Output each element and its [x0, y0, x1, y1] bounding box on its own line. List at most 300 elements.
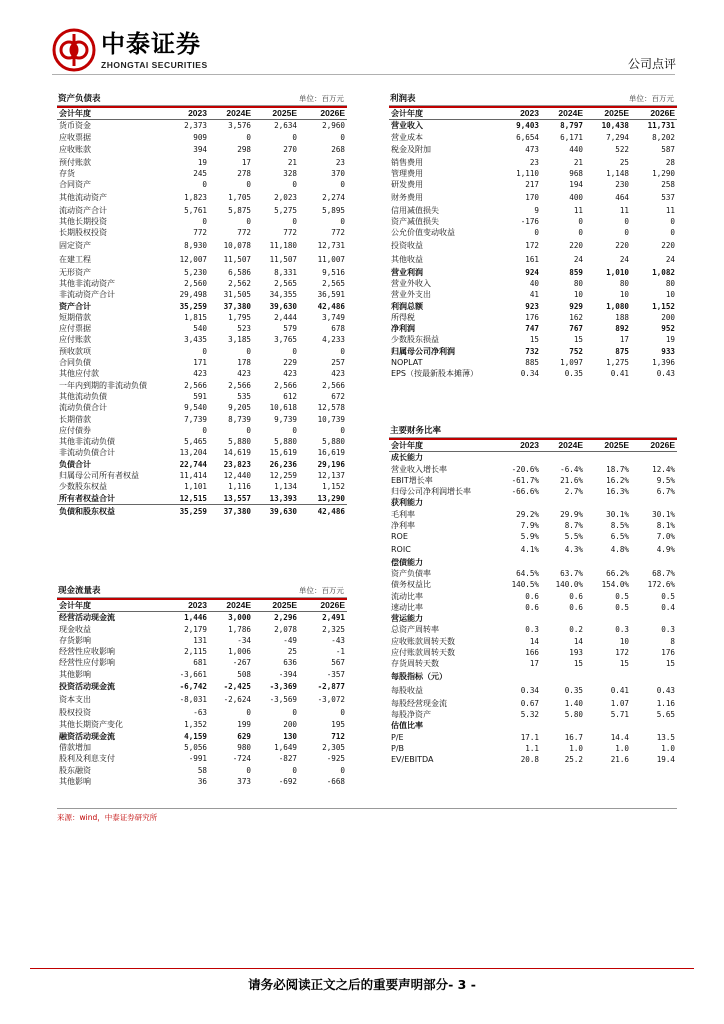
cell-value: 35,259: [159, 504, 209, 518]
table-row: [57, 191, 347, 205]
cell-value: 522: [615, 145, 629, 155]
header-divider: [52, 74, 675, 75]
table-row: [389, 227, 677, 238]
cell-value: 16.7: [564, 732, 583, 742]
cell-value: 0.35: [564, 685, 583, 695]
cell-value: 12,731: [317, 241, 345, 251]
cash-flow-unit: 单位：百万元: [299, 586, 344, 595]
cell-value: -3,072: [317, 695, 345, 705]
cell-value: 161: [525, 255, 539, 265]
row-label: P/E: [391, 732, 404, 742]
year-header: 2023: [159, 108, 209, 120]
cell-value: 2,566: [274, 380, 297, 390]
cell-value: 2,562: [228, 278, 251, 288]
year-header: 2025E: [253, 600, 299, 612]
cell-value: 4,233: [322, 335, 345, 345]
cell-value: 923: [525, 301, 539, 311]
row-label: 投资活动现金流: [59, 682, 115, 692]
cell-value: [541, 497, 585, 508]
cell-value: 672: [331, 391, 345, 401]
cell-value: 0: [246, 346, 251, 356]
cell-value: 535: [237, 391, 251, 401]
cell-value: 8,202: [652, 132, 675, 142]
table-row: [389, 636, 677, 647]
cell-value: 12,515: [179, 493, 207, 503]
cell-value: 8: [670, 636, 675, 646]
cell-value: [631, 613, 677, 624]
cell-value: 0: [246, 132, 251, 142]
zhongtai-logo-icon: [52, 28, 96, 72]
year-header: 2026E: [299, 600, 347, 612]
cell-value: 892: [615, 324, 629, 334]
cell-value: 1,705: [228, 193, 251, 203]
cell-value: 29,196: [317, 459, 345, 469]
row-label: 税金及附加: [391, 145, 431, 155]
row-label: 归属母公司所有者权益: [59, 471, 139, 481]
row-label: 信用减值损失: [391, 205, 439, 215]
row-label: 长期股权投资: [59, 228, 107, 238]
cell-value: 37,380: [223, 301, 251, 311]
table-row: [57, 753, 347, 764]
cell-value: 19: [197, 157, 207, 167]
row-label: 其他非流动资产: [59, 278, 115, 288]
cell-value: 35,259: [179, 301, 207, 311]
cell-value: 13,557: [223, 493, 251, 503]
cell-value: 0: [578, 228, 583, 238]
row-label: 其他收益: [391, 255, 423, 265]
cell-value: 0.6: [569, 602, 583, 612]
cell-value: 220: [661, 241, 675, 251]
cell-value: 2,491: [322, 613, 345, 623]
cell-value: 194: [569, 180, 583, 190]
row-label: 资产合计: [59, 301, 91, 311]
cell-value: 15: [529, 335, 539, 345]
cell-value: 14.4: [610, 732, 629, 742]
cell-value: 523: [237, 324, 251, 334]
table-row: [57, 157, 347, 168]
cell-value: 2,566: [322, 380, 345, 390]
table-row: [57, 459, 347, 470]
table-row: [57, 205, 347, 216]
table-row: [57, 253, 347, 267]
cell-value: 18.7%: [606, 464, 629, 474]
ratio-title: 主要财务比率: [390, 426, 442, 436]
row-label: 研发费用: [391, 180, 423, 190]
table-row: [389, 216, 677, 227]
cell-value: 19.4: [656, 755, 675, 765]
cell-value: [497, 613, 541, 624]
row-label: 经营性应付影响: [59, 658, 115, 668]
cell-value: 587: [661, 145, 675, 155]
cell-value: 298: [237, 145, 251, 155]
cell-value: 752: [569, 346, 583, 356]
cell-value: [631, 720, 677, 731]
cell-value: 11,507: [223, 255, 251, 265]
cell-value: 9,739: [274, 414, 297, 424]
header-label: 会计年度: [389, 108, 497, 120]
cell-value: 17: [241, 157, 251, 167]
cell-value: 5.80: [564, 709, 583, 719]
row-label: 资产减值损失: [391, 217, 439, 227]
cell-value: 21: [287, 157, 297, 167]
panel-title-bar: [57, 584, 347, 598]
row-label: 负债和股东权益: [57, 504, 159, 518]
balance-sheet-title: 资产负债表: [58, 94, 101, 104]
cell-value: 4.3%: [564, 545, 583, 555]
row-label: EBIT增长率: [391, 475, 433, 485]
table-row: [389, 497, 677, 508]
table-row: [389, 743, 677, 754]
cell-value: 34,355: [269, 290, 297, 300]
cell-value: 924: [525, 267, 539, 277]
year-header: 2023: [497, 108, 541, 120]
row-label: 长期借款: [59, 414, 91, 424]
row-label: 应付账款周转天数: [391, 648, 455, 658]
cell-value: 195: [331, 720, 345, 730]
row-label: P/B: [391, 743, 405, 753]
cell-value: 0.43: [656, 685, 675, 695]
cell-value: 2,560: [184, 278, 207, 288]
cell-value: 39,630: [253, 504, 299, 518]
cell-value: -20.6%: [511, 464, 539, 474]
cell-value: 2,373: [184, 121, 207, 131]
cell-value: 5.9%: [520, 532, 539, 542]
year-header: 2026E: [631, 440, 677, 452]
cell-value: 5.65: [656, 709, 675, 719]
cell-value: -3,569: [269, 695, 297, 705]
cell-value: 41: [529, 290, 539, 300]
row-label: 投资收益: [391, 241, 423, 251]
row-label: 合同负债: [59, 358, 91, 368]
table-row: [57, 624, 347, 635]
cell-value: 0.6: [569, 591, 583, 601]
cell-value: 7,294: [606, 132, 629, 142]
cell-value: 11,507: [269, 255, 297, 265]
row-label: 少数股东权益: [59, 482, 107, 492]
table-row: [389, 312, 677, 323]
row-label: 应付账款: [59, 335, 91, 345]
cell-value: 10: [619, 290, 629, 300]
cell-value: [541, 557, 585, 568]
table-row: [57, 179, 347, 190]
cell-value: -49: [283, 635, 297, 645]
cell-value: 423: [283, 369, 297, 379]
cell-value: 220: [569, 241, 583, 251]
table-row: [57, 669, 347, 680]
row-label: 每股收益: [391, 685, 423, 695]
cell-value: 1.0: [615, 743, 629, 753]
cell-value: 36,591: [317, 290, 345, 300]
cell-value: 15,619: [269, 448, 297, 458]
cell-value: 2,325: [322, 624, 345, 634]
table-row: [389, 368, 677, 379]
table-row: [389, 157, 677, 168]
year-header: 2026E: [299, 108, 347, 120]
cell-value: 26,236: [269, 459, 297, 469]
income-statement-title: 利润表: [390, 94, 416, 104]
cell-value: 1.1: [525, 743, 539, 753]
panel-title-bar: [389, 92, 677, 106]
row-label: 应付债券: [59, 425, 91, 435]
cell-value: 42,486: [299, 504, 347, 518]
table-row: [389, 168, 677, 179]
cell-value: -176: [520, 217, 539, 227]
cell-value: 0: [246, 180, 251, 190]
cell-value: 772: [331, 228, 345, 238]
cell-value: [631, 670, 677, 684]
cell-value: 1,815: [184, 312, 207, 322]
table-row: [57, 143, 347, 157]
cell-value: 10,618: [269, 403, 297, 413]
row-label: 少数股东损益: [391, 335, 439, 345]
row-label: 债务权益比: [391, 580, 431, 590]
table-row: [57, 132, 347, 143]
cell-value: 25.2: [564, 755, 583, 765]
balance-sheet-panel: [57, 92, 347, 518]
cell-value: 3,749: [322, 312, 345, 322]
cell-value: [585, 613, 631, 624]
cell-value: 1,352: [184, 720, 207, 730]
cell-value: 3,576: [228, 121, 251, 131]
cell-value: 25: [619, 157, 629, 167]
cell-value: 5,056: [184, 742, 207, 752]
cell-value: 370: [331, 169, 345, 179]
cell-value: 885: [525, 358, 539, 368]
cell-value: 0.5: [615, 591, 629, 601]
cell-value: 0: [202, 425, 207, 435]
cell-value: -6.4%: [560, 464, 583, 474]
cash-flow-panel: [57, 584, 347, 787]
row-label: 应收账款: [59, 145, 91, 155]
cell-value: [585, 720, 631, 731]
row-label: 股权投资: [59, 707, 91, 717]
row-label: 流动比率: [391, 591, 423, 601]
table-row: [389, 624, 677, 635]
cell-value: 16.2%: [606, 475, 629, 485]
table-row: [389, 323, 677, 334]
panel-title-bar: [57, 92, 347, 106]
row-label: 应收票据: [59, 132, 91, 142]
cell-value: 423: [237, 369, 251, 379]
cell-value: 2,023: [274, 193, 297, 203]
row-label: 成长能力: [391, 453, 423, 463]
header-label: 会计年度: [57, 108, 159, 120]
year-header: 2023: [159, 600, 209, 612]
cell-value: 772: [193, 228, 207, 238]
cell-value: 0.5: [661, 591, 675, 601]
cell-value: 162: [569, 312, 583, 322]
cell-value: -925: [326, 754, 345, 764]
cell-value: 440: [569, 145, 583, 155]
table-row: [389, 709, 677, 720]
cell-value: [585, 670, 631, 684]
cell-value: 3,765: [274, 335, 297, 345]
cell-value: 12,440: [223, 471, 251, 481]
table-row: [389, 568, 677, 579]
cell-value: 1,152: [322, 482, 345, 492]
cell-value: 29.2%: [516, 509, 539, 519]
cell-value: 1,006: [228, 647, 251, 657]
cell-value: 1.0: [661, 743, 675, 753]
row-label: 每股净资产: [391, 709, 431, 719]
table-header-row: [57, 108, 347, 120]
cell-value: 537: [661, 193, 675, 203]
cell-value: 1,116: [228, 482, 251, 492]
table-row: [57, 216, 347, 227]
cell-value: [497, 497, 541, 508]
cell-value: 1.40: [564, 698, 583, 708]
cell-value: 12,137: [317, 471, 345, 481]
cell-value: 24: [573, 255, 583, 265]
report-type: 公司点评: [627, 57, 676, 71]
row-label: 营业收入增长率: [391, 464, 447, 474]
cell-value: 20.8: [520, 755, 539, 765]
year-header: 2025E: [253, 108, 299, 120]
row-label: 股利及利息支付: [59, 754, 115, 764]
panel-title-bar: [389, 424, 677, 438]
cell-value: 8.5%: [610, 521, 629, 531]
tables-bottom-rule: [57, 808, 677, 809]
cell-value: [541, 613, 585, 624]
table-row: [57, 357, 347, 368]
cell-value: 7.9%: [520, 521, 539, 531]
cell-value: -394: [278, 669, 297, 679]
row-label: 存货周转天数: [391, 659, 439, 669]
cell-value: 15: [665, 659, 675, 669]
cell-value: 0: [292, 180, 297, 190]
cell-value: 64.5%: [516, 568, 539, 578]
cell-value: 14: [529, 636, 539, 646]
cell-value: 4.1%: [520, 545, 539, 555]
table-row: [389, 720, 677, 731]
cell-value: -2,877: [317, 682, 345, 692]
cell-value: 36: [197, 776, 207, 786]
cell-value: [585, 497, 631, 508]
cell-value: 17: [529, 659, 539, 669]
table-row: [389, 520, 677, 531]
cell-value: 58: [197, 765, 207, 775]
cell-value: 1.07: [610, 698, 629, 708]
row-label: 其他影响: [59, 669, 91, 679]
cell-value: 13,204: [179, 448, 207, 458]
cell-value: 0.41: [610, 685, 629, 695]
row-label: 所有者权益合计: [59, 493, 115, 503]
cell-value: 2,565: [322, 278, 345, 288]
table-row: [389, 658, 677, 669]
cell-value: 909: [193, 132, 207, 142]
row-label: EPS（按最新股本摊薄）: [391, 369, 478, 379]
table-row: [389, 531, 677, 542]
cell-value: 220: [615, 241, 629, 251]
row-label: 营业成本: [391, 132, 423, 142]
cell-value: 567: [331, 658, 345, 668]
page-footer: 请务必阅读正文之后的重要声明部分- 3 -: [248, 977, 476, 992]
cell-value: 0: [202, 346, 207, 356]
row-label: 偿债能力: [391, 557, 423, 567]
row-label: 估值比率: [391, 721, 423, 731]
cell-value: 63.7%: [560, 568, 583, 578]
cell-value: 2,078: [274, 624, 297, 634]
year-header: 2024E: [541, 108, 585, 120]
cell-value: 0: [340, 132, 345, 142]
row-label: 其他流动负债: [59, 391, 107, 401]
row-label: 销售费用: [391, 157, 423, 167]
cell-value: 0.6: [525, 602, 539, 612]
cell-value: 968: [569, 169, 583, 179]
year-header: 2024E: [209, 600, 253, 612]
cell-value: 10: [619, 636, 629, 646]
row-label: 财务费用: [391, 193, 423, 203]
footer-divider: [30, 968, 694, 969]
cell-value: 1,110: [516, 169, 539, 179]
cell-value: 188: [615, 312, 629, 322]
table-row: [57, 391, 347, 402]
cell-value: 591: [193, 391, 207, 401]
cell-value: 0: [246, 707, 251, 717]
cell-value: 5.71: [610, 709, 629, 719]
page-header: [0, 0, 724, 90]
cell-value: 21.6%: [560, 475, 583, 485]
cell-value: 10,078: [223, 241, 251, 251]
table-row: [57, 120, 347, 132]
table-row: [57, 346, 347, 357]
cell-value: -991: [188, 754, 207, 764]
cell-value: 0: [340, 425, 345, 435]
table-row: [57, 765, 347, 776]
table-row: [389, 179, 677, 190]
brand-name-en: ZHONGTAI SECURITIES: [101, 60, 208, 70]
cell-value: [541, 720, 585, 731]
row-label: 其他非流动负债: [59, 437, 115, 447]
cell-value: [541, 452, 585, 464]
row-label: 一年内到期的非流动负债: [59, 380, 147, 390]
cell-value: 5.5%: [564, 532, 583, 542]
row-label: 净利率: [391, 521, 415, 531]
row-label: 利润总额: [391, 301, 423, 311]
cell-value: -827: [278, 754, 297, 764]
cell-value: 23,823: [223, 459, 251, 469]
table-row: [57, 267, 347, 278]
cell-value: 11: [665, 205, 675, 215]
cell-value: 980: [237, 742, 251, 752]
ratio-table: [389, 440, 677, 765]
cell-value: 1,290: [652, 169, 675, 179]
cell-value: 11,414: [179, 471, 207, 481]
row-label: NOPLAT: [391, 358, 423, 368]
cell-value: 80: [665, 278, 675, 288]
cell-value: 1.0: [569, 743, 583, 753]
cell-value: 6,171: [560, 132, 583, 142]
cell-value: 270: [283, 145, 297, 155]
row-label: 预收款项: [59, 346, 91, 356]
cell-value: 2,634: [274, 121, 297, 131]
cell-value: 0: [292, 425, 297, 435]
row-label: 资产负债率: [391, 568, 431, 578]
cell-value: 0.2: [569, 625, 583, 635]
row-label: 货币资金: [59, 121, 91, 131]
row-label: 归属母公司净利润: [391, 346, 455, 356]
cell-value: 2,115: [184, 647, 207, 657]
cell-value: 29,498: [179, 290, 207, 300]
cell-value: 140.5%: [511, 580, 539, 590]
cell-value: 21.6: [610, 755, 629, 765]
cell-value: 328: [283, 169, 297, 179]
table-row: [57, 278, 347, 289]
cell-value: -61.7%: [511, 475, 539, 485]
cell-value: 0: [534, 228, 539, 238]
row-label: 毛利率: [391, 509, 415, 519]
row-label: 速动比率: [391, 602, 423, 612]
